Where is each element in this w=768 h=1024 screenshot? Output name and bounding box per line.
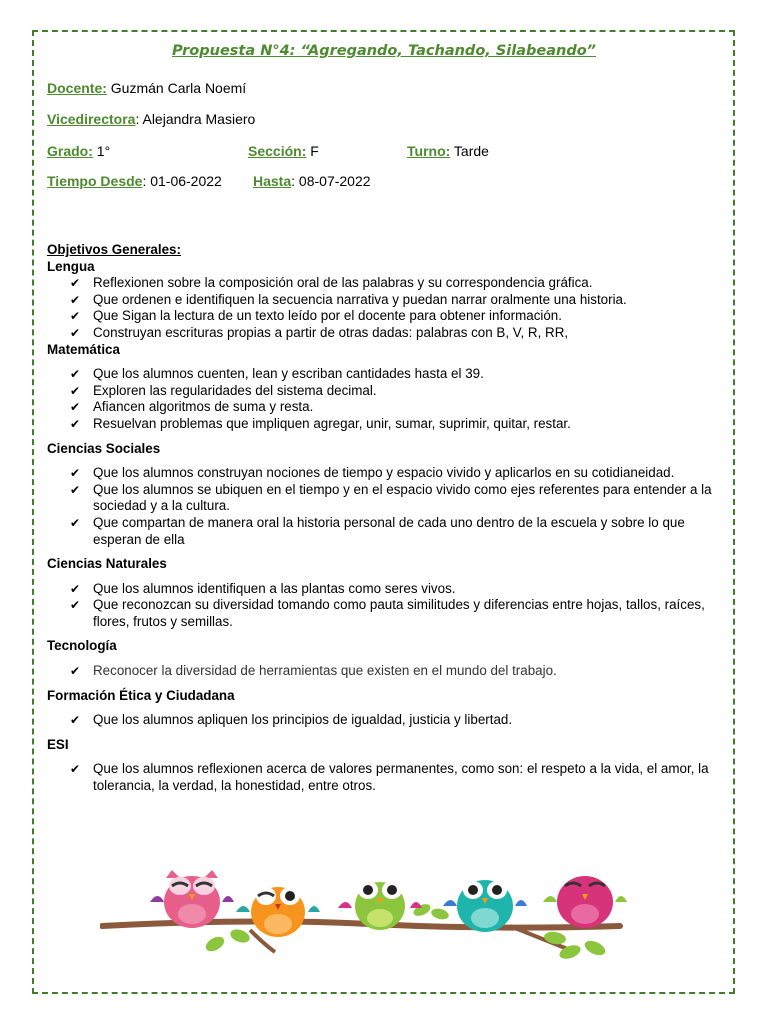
check-icon: ✔ [70,515,81,530]
section-title-tecnologia: Tecnología [47,638,117,654]
list-item: ✔ Que Sigan la lectura de un texto leído por el docente para obtener información. [70,308,562,324]
list-item: ✔ Reconocer la diversidad de herramientas que existen en el mundo del trabajo. [70,663,557,679]
check-icon: ✔ [70,400,81,415]
list-matematica [47,366,727,432]
objectives-content [47,242,727,795]
owl-icon [543,876,627,928]
list-tecnologia [47,663,727,680]
hasta-row [253,173,371,189]
grado-value: 1° [92,143,111,159]
check-icon: ✔ [70,581,81,596]
list-etica [47,712,727,729]
tiempo-desde-row [47,173,222,189]
turno-label: Turno: [407,143,451,159]
vicedirectora-value: : Alejandra Masiero [135,111,256,127]
owl-icon [236,887,320,937]
seccion-value: F [306,143,319,159]
tiempo-desde-label: Tiempo Desde [47,173,143,189]
check-icon: ✔ [70,383,81,398]
objetivos-title: Objetivos Generales: [47,242,181,257]
list-item: ✔ Que los alumnos se ubiquen en el tiempo y en el espacio vivido como ejes referentes para entender a la sociedad y a la cultura. [70,481,712,514]
seccion-row [248,143,319,159]
list-naturales [47,581,727,631]
list-item: ✔ Que los alumnos cuenten, lean y escriban cantidades hasta el 39. [70,366,484,382]
owls-illustration [100,860,640,970]
list-item: ✔ Que los alumnos reflexionen acerca de valores permanentes, como son: el respeto a la vida, el amor, la tolerancia, la verdad, la honestidad, entre otros. [70,761,709,794]
docente-row [47,80,246,96]
check-icon: ✔ [70,309,81,324]
list-esi [47,761,727,794]
check-icon: ✔ [70,292,81,307]
section-title-naturales: Ciencias Naturales [47,556,167,572]
list-item: ✔ Que ordenen e identifiquen la secuencia narrativa y puedan narrar oralmente una historia. [70,291,627,307]
hasta-label: Hasta [253,173,292,189]
check-icon: ✔ [70,713,81,728]
docente-label: Docente: [47,80,107,96]
list-item: ✔ Que reconozcan su diversidad tomando como pauta similitudes y diferencias entre hojas, tallos, raíces, flores, frutos y semillas. [70,597,705,629]
list-item: ✔ Reflexionen sobre la composición oral de las palabras y su correspondencia gráfica. [70,275,593,291]
list-item: ✔ Construyan escrituras propias a partir de otras dadas: palabras con B, V, R, RR, [70,324,569,340]
section-title-lengua: Lengua [47,258,95,274]
grado-row [47,143,110,159]
section-title-sociales: Ciencias Sociales [47,440,161,456]
check-icon: ✔ [70,598,81,613]
tiempo-desde-value: : 01-06-2022 [142,173,222,189]
page-title: Propuesta N°4: “Agregando, Tachando, Silabeando” [171,43,597,59]
list-item: ✔ Que compartan de manera oral la historia personal de cada uno dentro de la escuela y sobre lo que esperan de ella [70,514,685,547]
list-item: ✔ Afiancen algoritmos de suma y resta. [70,399,314,415]
list-lengua [47,275,727,341]
check-icon: ✔ [70,664,81,679]
list-item: ✔ Resuelvan problemas que impliquen agregar, unir, sumar, suprimir, quitar, restar. [70,415,571,431]
list-item: ✔ Que los alumnos construyan nociones de tiempo y espacio vivido y aplicarlos en su cotidianeidad. [70,465,675,481]
check-icon: ✔ [70,482,81,497]
section-title-matematica: Matemática [47,341,120,357]
check-icon: ✔ [70,325,81,340]
turno-row [407,143,489,159]
vicedirectora-label: Vicedirectora [47,111,136,127]
check-icon: ✔ [70,276,81,291]
check-icon: ✔ [70,762,81,777]
check-icon: ✔ [70,416,81,431]
grado-label: Grado: [47,143,93,159]
hasta-value: : 08-07-2022 [291,173,371,189]
check-icon: ✔ [70,367,81,382]
check-icon: ✔ [70,466,81,481]
turno-value: Tarde [450,143,489,159]
docente-value: Guzmán Carla Noemí [106,80,247,96]
list-item: ✔ Exploren las regularidades del sistema decimal. [70,382,377,398]
list-item: ✔ Que los alumnos identifiquen a las plantas como seres vivos. [70,580,456,596]
list-item: ✔ Que los alumnos apliquen los principios de igualdad, justicia y libertad. [70,712,513,728]
section-title-etica: Formación Ética y Ciudadana [47,687,235,703]
vicedirectora-row [47,111,255,127]
section-title-esi: ESI [47,736,69,752]
list-sociales [47,465,727,548]
seccion-label: Sección: [248,143,307,159]
